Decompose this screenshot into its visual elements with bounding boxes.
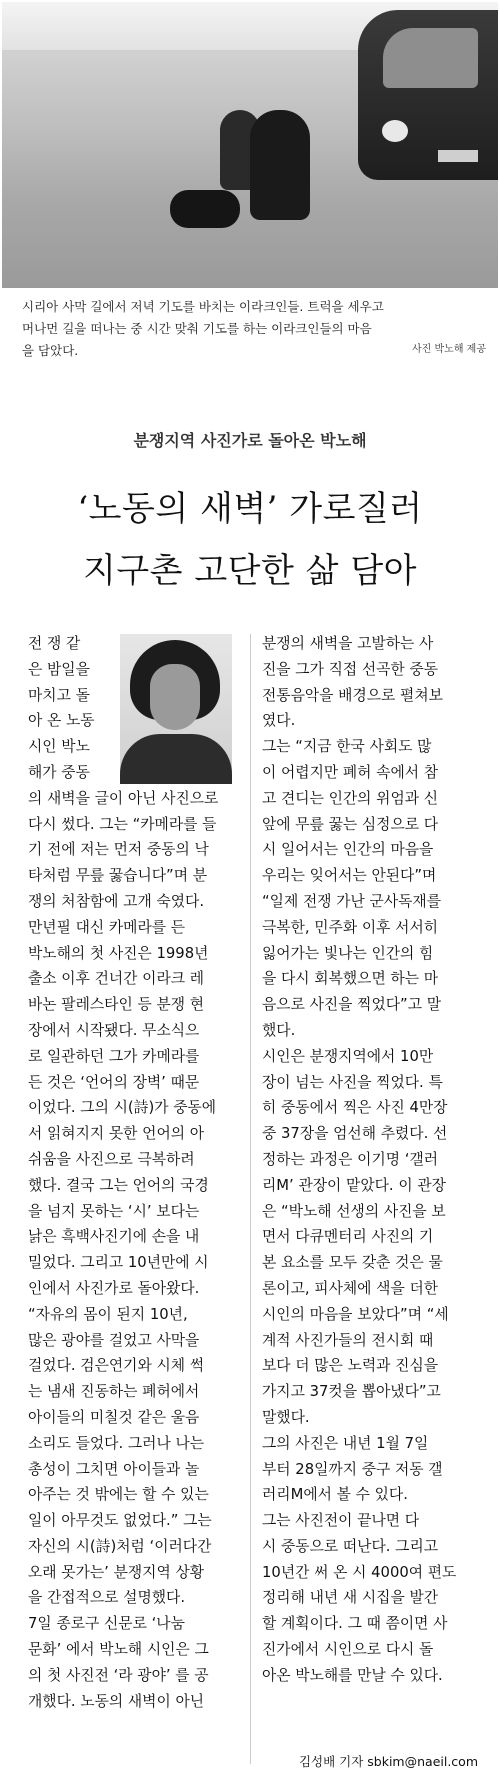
body-line: 그의 사진은 내년 1월 7일 <box>262 1434 429 1452</box>
body-line: 많은 광야를 걸었고 사막을 <box>28 1331 200 1349</box>
body-line: 든 것은 ‘언어의 장벽’ 때문 <box>28 1073 200 1091</box>
body-line: 만년필 대신 카메라를 든 <box>28 918 186 936</box>
body-line: 극복한, 민주화 이후 서서히 <box>262 918 439 936</box>
body-line: 기 전에 저는 먼저 중동의 낙 <box>28 841 209 859</box>
column-divider <box>250 634 251 1764</box>
caption-line: 을 담았다. <box>22 343 79 358</box>
article-subheading: 분쟁지역 사진가로 돌아온 박노해 <box>133 431 367 450</box>
photo-bag <box>170 190 240 228</box>
body-line: 그는 사진전이 끝나면 다 <box>262 1512 420 1530</box>
body-line: 히 중동에서 찍은 사진 4만장 <box>262 1099 448 1117</box>
body-line: 우리는 잊어서는 안된다”며 <box>262 867 437 885</box>
body-line: 정리해 내년 새 시집을 발간 <box>262 1589 439 1607</box>
body-line: 자신의 시(詩)처럼 ‘이러다간 <box>28 1537 212 1555</box>
body-line: 전통음악을 배경으로 펼쳐보 <box>262 686 443 704</box>
body-line: 출소 이후 건너간 이라크 레 <box>28 970 205 988</box>
photo-credit: 사진 박노해 제공 <box>412 344 486 355</box>
body-line: 밀었다. 그리고 10년만에 시 <box>28 1254 209 1272</box>
body-line: 박노해의 첫 사진은 1998년 <box>28 944 209 962</box>
body-line: 말했다. <box>262 1408 310 1426</box>
body-line: 오래 못가는’ 분쟁지역 상황 <box>28 1563 205 1581</box>
body-line: 의 첫 사진전 ‘라 광야’ 를 공 <box>28 1666 209 1684</box>
body-line: 아온 박노해를 만날 수 있다. <box>262 1666 443 1684</box>
body-line: 앞에 무릎 꿇는 심정으로 다 <box>262 815 439 833</box>
body-line: 론이고, 피사체에 색을 더한 <box>262 1279 439 1297</box>
body-line: 개했다. 노동의 새벽이 아닌 <box>28 1692 205 1710</box>
body-line: 잃어가는 빛나는 인간의 힘 <box>262 944 434 962</box>
headline-line-1: ‘노동의 새벽’ 가로질러 <box>77 489 423 529</box>
body-line: 타처럼 무릎 꿇습니다”며 분 <box>28 867 208 885</box>
body-line: 할 계획이다. 그 때 쯤이면 사 <box>262 1615 448 1633</box>
body-line: 중 37장을 엄선해 추렸다. 선 <box>262 1125 448 1143</box>
body-line: 면서 다큐멘터리 사진의 기 <box>262 1228 434 1246</box>
photo-figure-front <box>250 110 310 220</box>
body-line: 시 일어서는 인간의 마음을 <box>262 841 434 859</box>
body-line: 아 온 노동 <box>28 712 95 730</box>
body-line: 그는 “지금 한국 사회도 많 <box>262 738 432 756</box>
body-line: 7일 종로구 신문로 ‘나눔 <box>28 1615 185 1633</box>
body-line: 부터 28일까지 중구 저동 갤 <box>262 1460 443 1478</box>
caption-line: 머나먼 길을 떠나는 중 시간 맞춰 기도를 하는 이라크인들의 마음 <box>22 321 372 336</box>
body-line: 쉬움을 사진으로 극복하려 <box>28 1150 195 1168</box>
body-line: 소리도 들었다. 그러나 나는 <box>28 1434 205 1452</box>
body-line: 의 새벽을 글이 아닌 사진으로 <box>28 789 219 807</box>
body-line: 보다 더 많은 노력과 진심을 <box>262 1357 439 1375</box>
body-line: 은 밤일을 <box>28 660 90 678</box>
body-line: 바논 팔레스타인 등 분쟁 현 <box>28 996 205 1014</box>
truck-headlight <box>382 120 408 142</box>
body-line: 마치고 돌 <box>28 686 90 704</box>
body-line: 을 다시 회복했으면 하는 마 <box>262 970 439 988</box>
body-line: 였다. <box>262 712 296 730</box>
body-line: 다시 썼다. 그는 “카메라를 들 <box>28 815 217 833</box>
body-line: 장에서 시작됐다. 무소식으 <box>28 1021 200 1039</box>
body-line: 는 냄새 진동하는 폐허에서 <box>28 1383 200 1401</box>
body-line: 낡은 흑백사진기에 손을 내 <box>28 1228 200 1246</box>
body-line: 음으로 사진을 찍었다”고 말 <box>262 996 442 1014</box>
body-line: 본 요소를 모두 갖춘 것은 물 <box>262 1254 443 1272</box>
truck-plate <box>438 150 478 162</box>
article-byline: 김성배 기자 sbkim@naeil.com <box>298 1754 478 1769</box>
body-line: 정하는 과정은 이기명 ‘갤러 <box>262 1150 439 1168</box>
body-line: 을 간접적으로 설명했다. <box>28 1589 186 1607</box>
body-line: 총성이 그치면 아이들과 놀 <box>28 1460 200 1478</box>
body-line: 인에서 사진가로 돌아왔다. <box>28 1279 200 1297</box>
body-line: “일제 전쟁 가난 군사독재를 <box>262 892 442 910</box>
body-line: “자유의 몸이 된지 10년, <box>28 1305 188 1323</box>
body-line: 분쟁의 새벽을 고발하는 사 <box>262 635 434 652</box>
body-line: 은 “박노해 선생의 사진을 보 <box>262 1202 446 1220</box>
body-line: 계적 사진가들의 전시회 때 <box>262 1331 434 1349</box>
body-line: 가지고 37컷을 뽑아냈다”고 <box>262 1383 441 1401</box>
body-line: 시 중동으로 떠난다. 그리고 <box>262 1537 439 1555</box>
headline-line-2: 지구촌 고단한 삶 담아 <box>82 551 418 591</box>
body-line: 일이 아무것도 없었다.” 그는 <box>28 1512 212 1530</box>
body-line: 이었다. 그의 시(詩)가 중동에 <box>28 1099 217 1117</box>
body-line: 이 어렵지만 폐허 속에서 참 <box>262 763 439 781</box>
body-line: 시인 박노 <box>28 738 90 756</box>
body-line: 러리M에서 볼 수 있다. <box>262 1486 408 1504</box>
body-line: 했다. 결국 그는 언어의 국경 <box>28 1176 209 1194</box>
article-headline <box>0 478 500 602</box>
body-line: 쟁의 처참함에 고개 숙였다. <box>28 892 205 910</box>
body-line: 걸었다. 검은연기와 시체 썩 <box>28 1357 205 1375</box>
body-line: 아이들의 미칠것 같은 울음 <box>28 1408 200 1426</box>
body-line: 시인의 마음을 보았다”며 “세 <box>262 1305 449 1323</box>
body-line: 시인은 분쟁지역에서 10만 <box>262 1047 434 1065</box>
caption-line: 시리아 사막 길에서 저녁 기도를 바치는 이라크인들. 트럭을 세우고 <box>22 299 384 314</box>
body-line: 고 견디는 인간의 위엄과 신 <box>262 789 439 807</box>
body-line: 문화’ 에서 박노해 시인은 그 <box>28 1641 209 1659</box>
body-line: 진을 그가 직접 선곡한 중동 <box>262 660 439 678</box>
body-line: 아주는 것 밖에는 할 수 있는 <box>28 1486 209 1504</box>
body-line: 진가에서 시인으로 다시 돌 <box>262 1641 434 1659</box>
body-line: 했다. <box>262 1021 296 1039</box>
body-line: 서 읽혀지지 못한 언어의 아 <box>28 1125 205 1143</box>
body-line: 10년간 써 온 시 4000여 편도 <box>262 1563 457 1581</box>
article-column-1 <box>28 631 238 1714</box>
body-line: 을 넘지 못하는 ‘시’ 보다는 <box>28 1202 200 1220</box>
news-photo <box>2 2 498 288</box>
photo-truck <box>358 10 498 180</box>
body-line: 리M’ 관장이 맡았다. 이 관장 <box>262 1176 446 1194</box>
body-line: 전 쟁 같 <box>28 635 81 652</box>
body-line: 해가 중동 <box>28 763 90 781</box>
body-line: 로 일관하던 그가 카메라를 <box>28 1047 200 1065</box>
article-column-2 <box>262 631 476 1689</box>
body-line: 장이 넘는 사진을 찍었다. 특 <box>262 1073 443 1091</box>
truck-window <box>383 28 478 88</box>
